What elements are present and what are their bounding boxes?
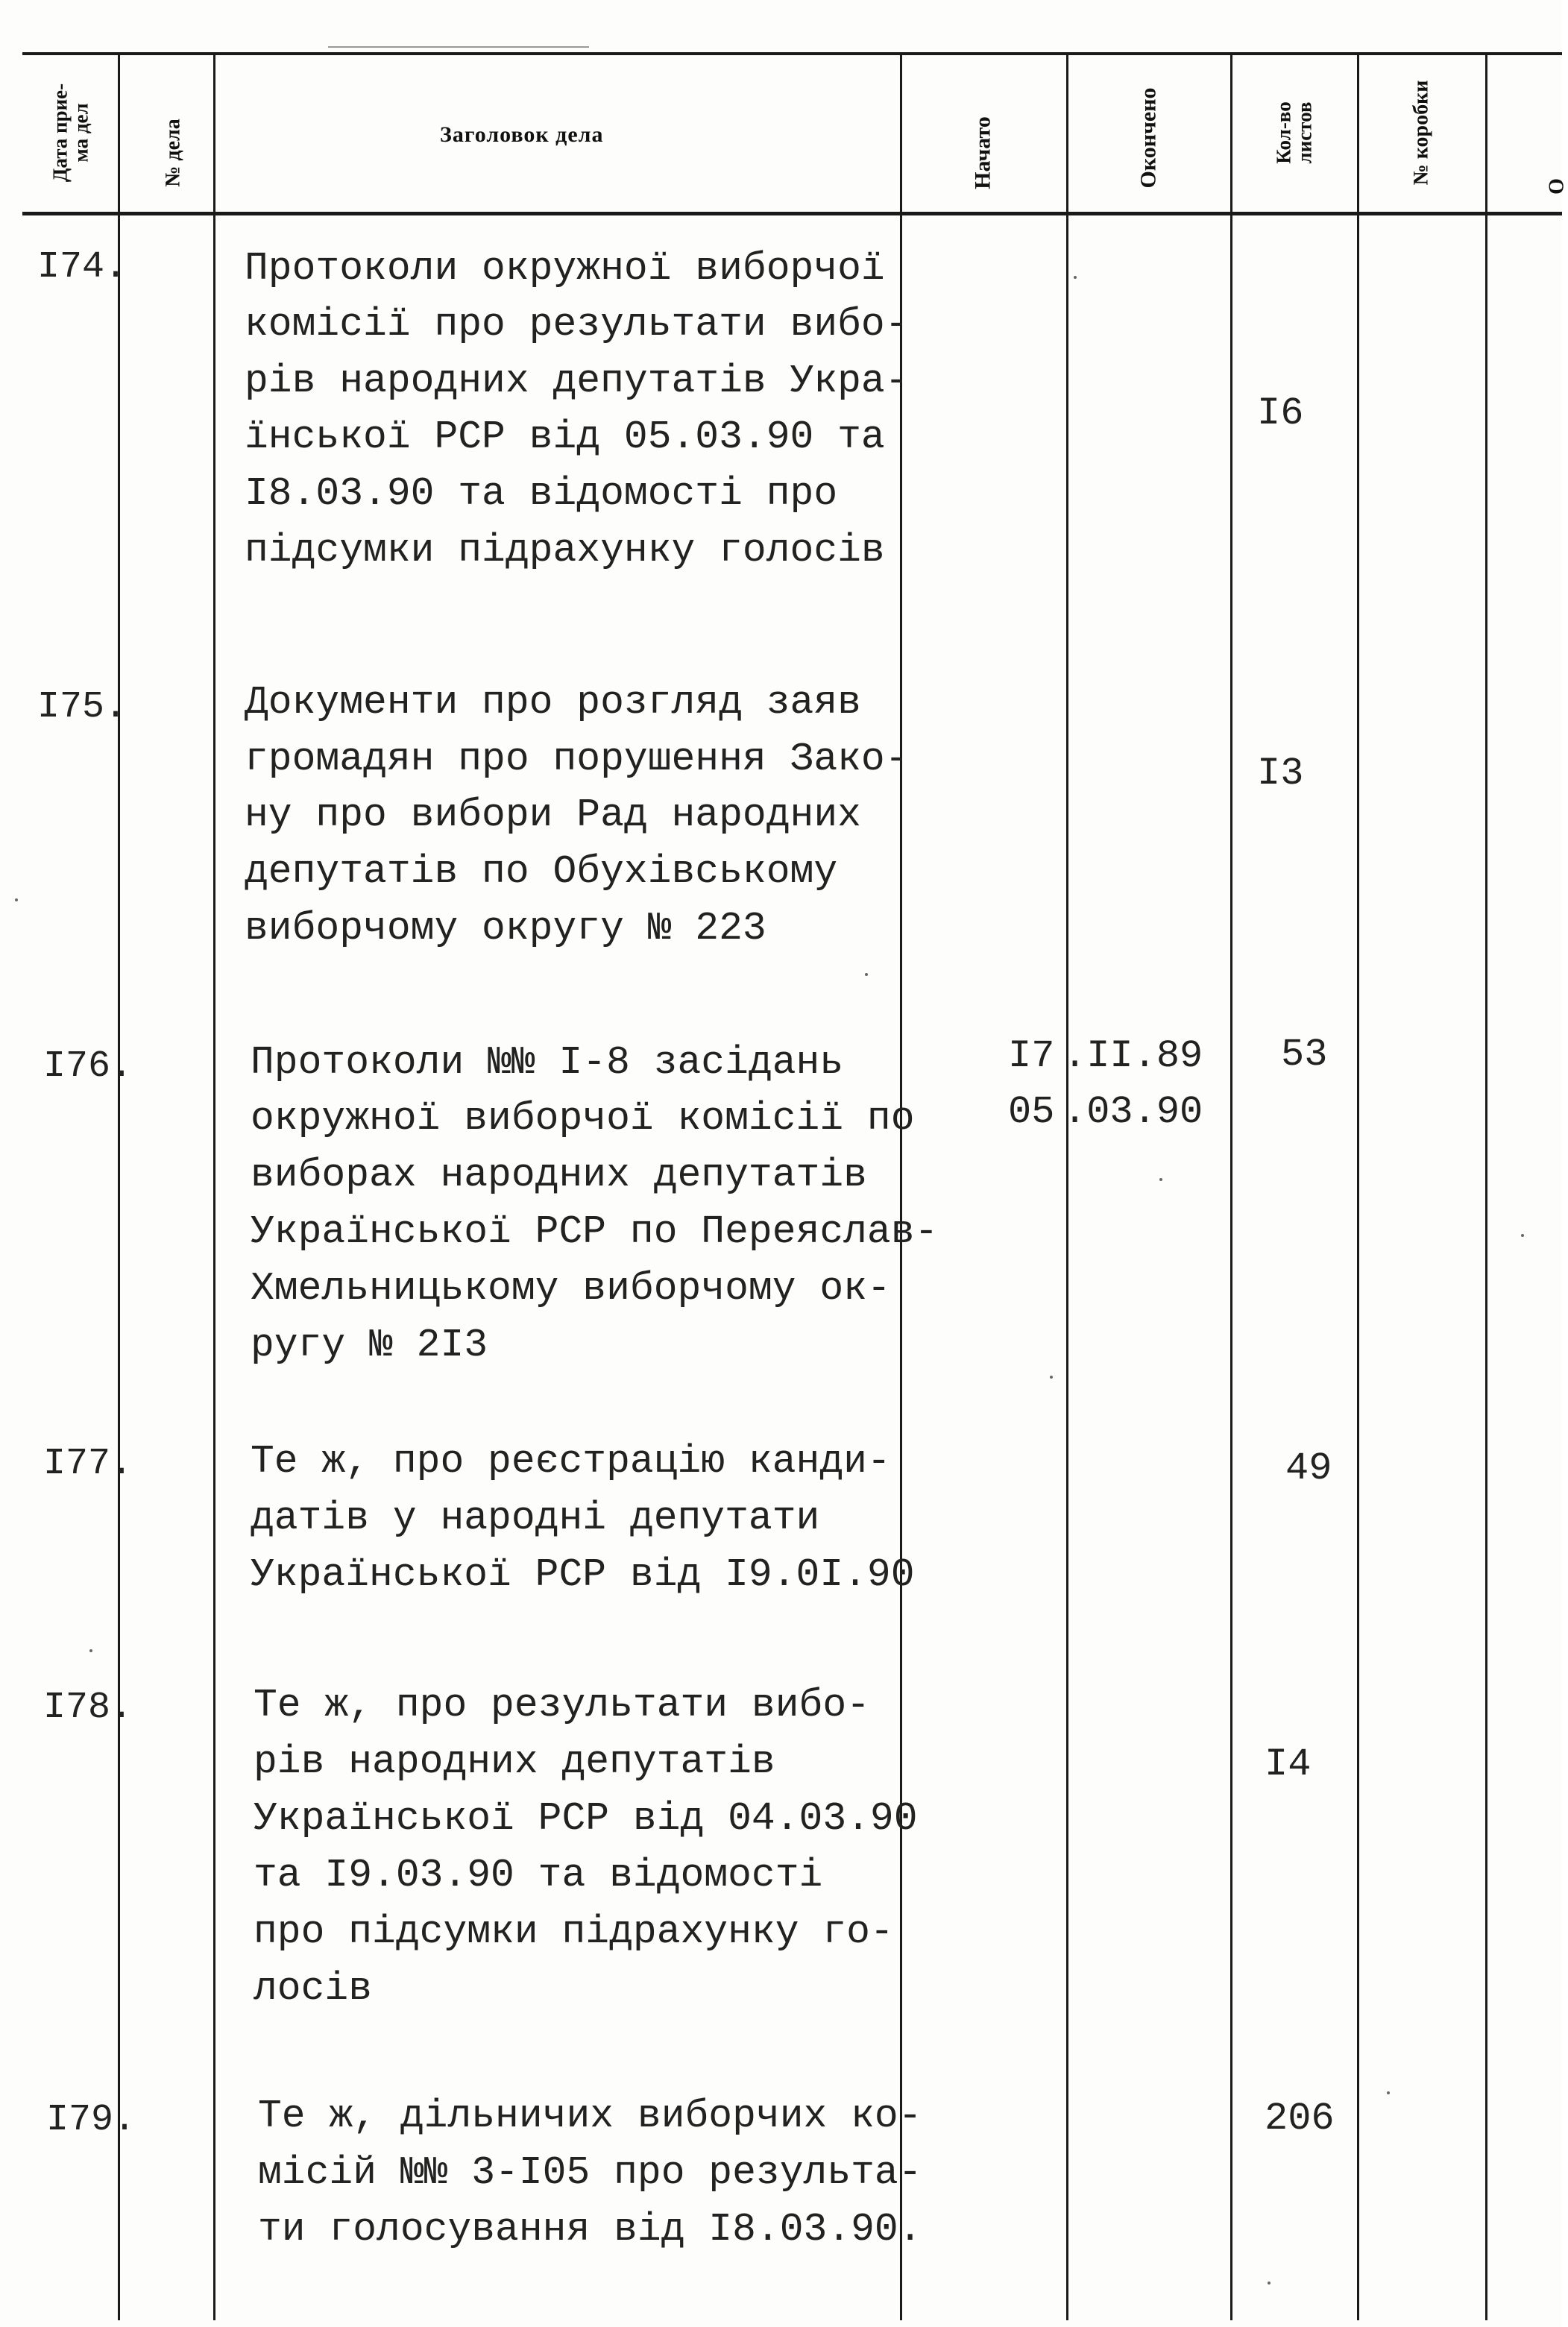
row-title-line: ти голосування від I8.03.90. [258, 2207, 922, 2252]
scan-speck [1268, 2282, 1271, 2285]
column-divider-2 [213, 54, 215, 2320]
scan-speck [1050, 1376, 1053, 1379]
row-title-line: депутатів по Обухівському [245, 849, 838, 894]
row-number: I77. [43, 1443, 133, 1485]
header-date-received: Дата прие- ма дел [48, 83, 92, 183]
header-finished: Окончено [1136, 87, 1161, 189]
row-title-line: підсумки підрахунку голосів [245, 528, 885, 573]
row-title-line: громадян про порушення Зако- [245, 737, 909, 781]
row-date-end-rest: .03.90 [1063, 1090, 1203, 1134]
header-case-title: Заголовок дела [440, 122, 604, 147]
row-sheet-count: 206 [1265, 2097, 1335, 2141]
row-title-line: Української РСР від I9.0I.90 [251, 1552, 915, 1597]
row-sheet-count: 53 [1281, 1033, 1328, 1077]
row-number: I76. [43, 1045, 133, 1088]
row-title-line: комісії про результати вибо- [245, 302, 909, 347]
row-title-line: Те ж, про результати вибо- [254, 1683, 870, 1728]
header-started: Начато [970, 116, 995, 189]
row-title-line: Документи про розгляд заяв [245, 680, 861, 725]
column-divider-7 [1485, 54, 1487, 2320]
row-number: I78. [43, 1687, 133, 1729]
row-sheet-count: I4 [1265, 1742, 1312, 1786]
row-title-line: виборах народних депутатів [251, 1153, 867, 1197]
row-sheet-count: I6 [1257, 391, 1304, 435]
row-title-line: Те ж, про реєстрацію канди- [251, 1439, 891, 1484]
row-title-line: ругу № 2I3 [251, 1323, 488, 1367]
row-title-line: Протоколи №№ І-8 засідань [251, 1040, 844, 1085]
row-title-line: лосів [254, 1966, 373, 2011]
header-top-rule [22, 52, 1562, 55]
row-title-line: ну про вибори Рад народних [245, 793, 861, 837]
scan-speck [1521, 1234, 1524, 1237]
column-divider-1 [118, 54, 120, 2320]
row-title-line: Протоколи окружної виборчої [245, 246, 885, 291]
row-date-end-day: 05 [1008, 1090, 1055, 1134]
row-title-line: Української РСР по Переяслав- [251, 1209, 939, 1254]
header-case-number: № дела [161, 119, 185, 187]
column-divider-4 [1066, 54, 1068, 2320]
row-title-line: Те ж, дільничих виборчих ко- [258, 2094, 922, 2138]
column-divider-6 [1357, 54, 1359, 2320]
row-title-line: Української РСР від 04.03.90 [254, 1796, 918, 1841]
row-title-line: про підсумки підрахунку го- [254, 1909, 894, 1954]
row-date-start-rest: .II.89 [1063, 1034, 1203, 1078]
row-title-line: їнської РСР від 05.03.90 та [245, 415, 885, 459]
row-sheet-count: 49 [1285, 1446, 1332, 1490]
scan-speck [15, 898, 18, 901]
row-title-line: І8.03.90 та відомості про [245, 471, 838, 516]
row-number: I74. [37, 246, 127, 289]
scan-speck [865, 973, 868, 976]
row-title-line: окружної виборчої комісії по [251, 1096, 915, 1141]
row-title-line: виборчому округу № 223 [245, 906, 766, 951]
row-title-line: місій №№ 3-I05 про результа- [258, 2150, 922, 2195]
row-title-line: рів народних депутатів Укра- [245, 359, 909, 403]
header-cutoff-glyph: О [1545, 178, 1568, 195]
header-bottom-rule [22, 212, 1562, 215]
scan-speck [89, 1649, 92, 1652]
row-number: I75. [37, 686, 127, 728]
row-sheet-count: I3 [1257, 752, 1304, 796]
scan-speck [1074, 276, 1077, 279]
row-title-line: рів народних депутатів [254, 1739, 775, 1784]
column-divider-5 [1230, 54, 1232, 2320]
header-sheet-count: Кол-во листов [1272, 101, 1316, 164]
top-scribble-line [328, 46, 589, 48]
scan-speck [1159, 1178, 1162, 1181]
row-title-line: Хмельницькому виборчому ок- [251, 1266, 891, 1311]
row-title-line: датів у народні депутати [251, 1496, 820, 1540]
scan-speck [1387, 2091, 1390, 2094]
row-date-start-day: I7 [1008, 1034, 1055, 1078]
row-title-line: та I9.03.90 та відомості [254, 1853, 823, 1898]
row-number: I79. [46, 2099, 136, 2141]
header-box-number: № коробки [1409, 80, 1433, 186]
